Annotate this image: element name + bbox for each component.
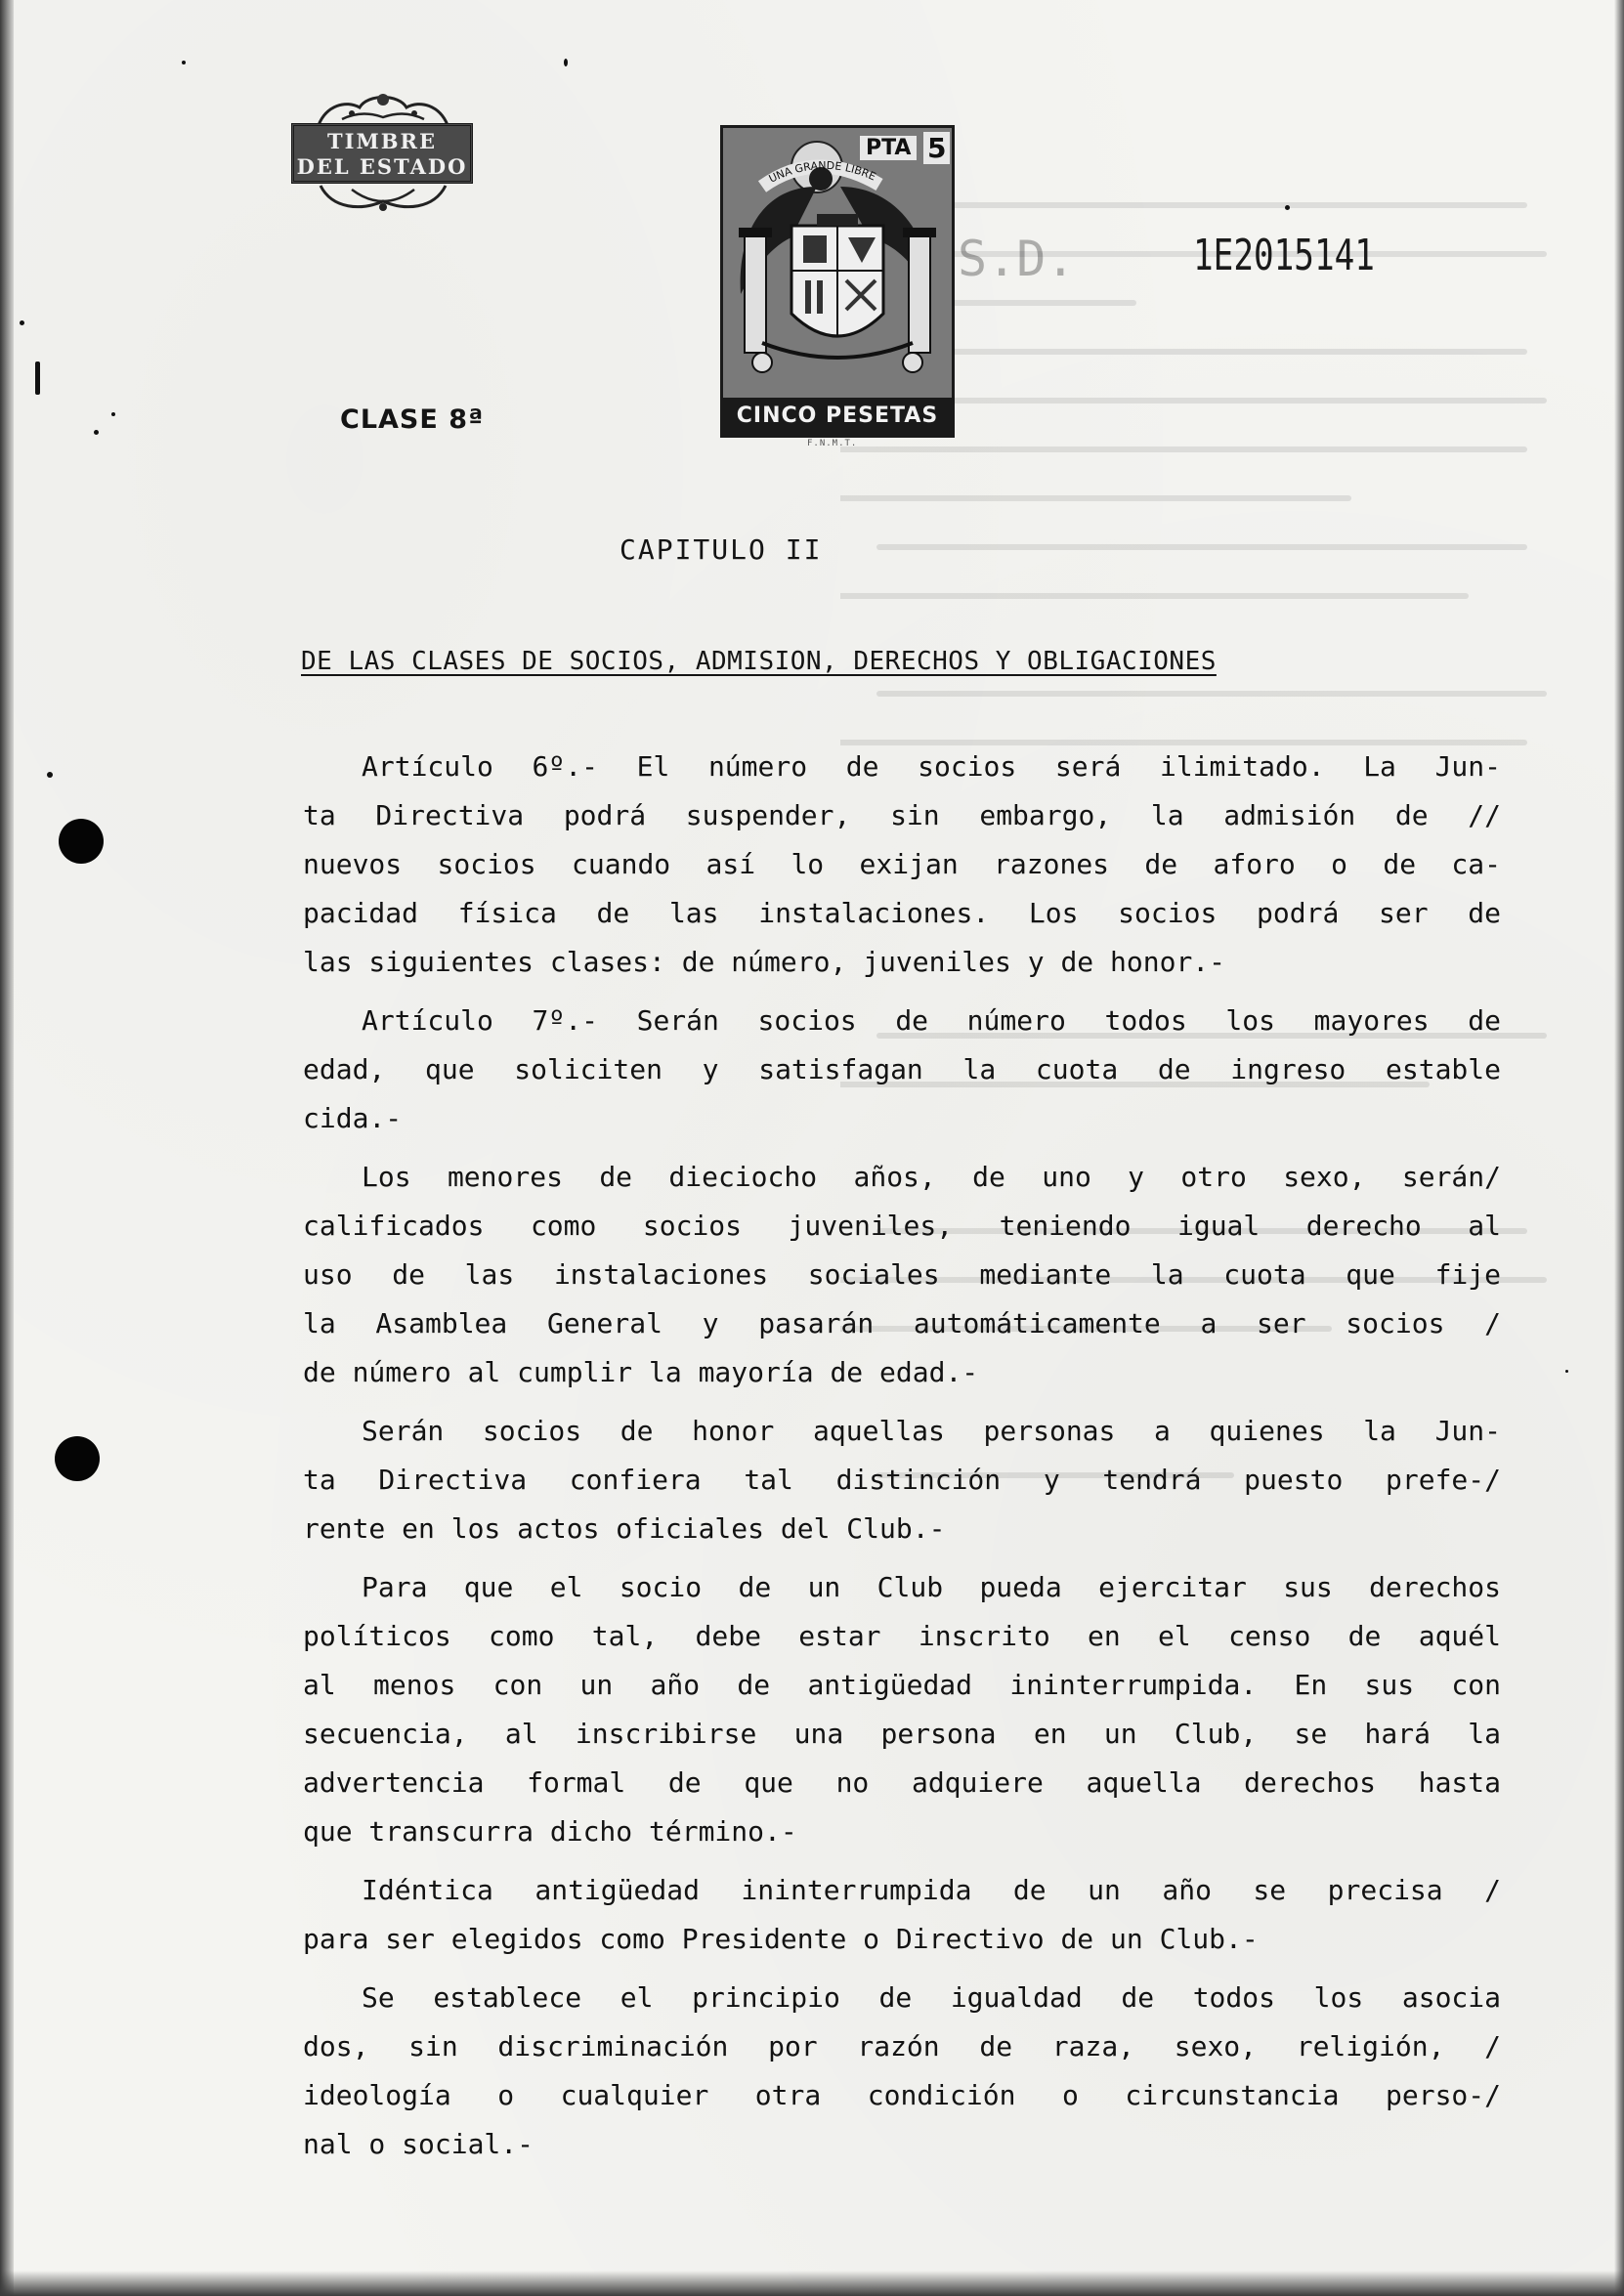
body-line: dos, sin discriminación por razón de raza, sexo, religión, / (303, 2030, 1501, 2062)
scan-speck (94, 430, 99, 435)
punch-hole (59, 819, 104, 864)
body-line: ta Directiva podrá suspender, sin embargo, la admisión de // (303, 799, 1501, 831)
body-line: cida.- (303, 1102, 403, 1134)
body-line: al menos con un año de antigüedad ininterrumpida. En sus con (303, 1669, 1501, 1701)
scan-edge-right (1614, 0, 1624, 2296)
stamp-printer-mark: F.N.M.T. (807, 439, 858, 448)
svg-text:UNA GRANDE LIBRE (767, 159, 878, 186)
body-line: para ser elegidos como Presidente o Directivo de un Club.- (303, 1923, 1259, 1955)
stamp-denomination: CINCO PESETAS (723, 398, 952, 435)
scan-speck (111, 412, 115, 416)
stamp-pta-value: 5 (923, 132, 950, 164)
scan-speck (182, 61, 186, 64)
scan-speck (35, 361, 40, 395)
body-line: uso de las instalaciones sociales mediante la cuota que fije (303, 1258, 1501, 1291)
chapter-title: CAPITULO II (620, 533, 823, 566)
body-line: rente en los actos oficiales del Club.- (303, 1512, 946, 1545)
body-line: ideología o cualquier otra condición o circunstancia perso-/ (303, 2079, 1501, 2111)
body-line: Serán socios de honor aquellas personas a quienes la Jun- (362, 1415, 1501, 1447)
body-line: Idéntica antigüedad ininterrumpida de un año se precisa / (362, 1874, 1501, 1906)
section-heading: DE LAS CLASES DE SOCIOS, ADMISION, DERECHOS Y OBLIGACIONES (301, 647, 1217, 676)
revenue-stamp (720, 125, 955, 438)
body-line: Artículo 7º.- Serán socios de número todos los mayores de (362, 1004, 1501, 1037)
body-line: Se establece el principio de igualdad de todos los asocia (362, 1981, 1501, 2014)
scan-speck (564, 59, 568, 66)
scan-speck (20, 320, 24, 325)
ornament-crown-icon (313, 90, 453, 127)
body-line: Los menores de dieciocho años, de uno y otro sexo, serán/ (362, 1161, 1501, 1193)
body-line: Para que el socio de un Club pueda ejercitar sus derechos (362, 1571, 1501, 1603)
stamp-pta-label: PTA (860, 136, 917, 160)
serial-series: S.D. (958, 231, 1076, 287)
serial-number: 1E2015141 (1193, 231, 1375, 280)
timbre-line2: DEL ESTADO (296, 154, 468, 179)
timbre-label (291, 123, 473, 184)
scan-speck (1285, 205, 1290, 210)
scan-edge-left (0, 0, 14, 2296)
stamp-motto-ribbon (756, 151, 893, 191)
body-line: calificados como socios juveniles, teniendo igual derecho al (303, 1210, 1501, 1242)
ornament-scroll-icon (313, 184, 453, 215)
body-line: secuencia, al inscribirse una persona en un Club, se hará la (303, 1718, 1501, 1750)
scan-edge-bottom (0, 2271, 1624, 2296)
body-line: políticos como tal, debe estar inscrito en el censo de aquél (303, 1620, 1501, 1652)
body-line: nuevos socios cuando así lo exijan razones de aforo o de ca- (303, 848, 1501, 880)
body-line: pacidad física de las instalaciones. Los socios podrá ser de (303, 897, 1501, 929)
body-line: advertencia formal de que no adquiere aquella derechos hasta (303, 1766, 1501, 1799)
body-line: Artículo 6º.- El número de socios será ilimitado. La Jun- (362, 750, 1501, 783)
timbre-del-estado-emblem (287, 90, 479, 217)
scan-speck (1565, 1370, 1568, 1373)
body-line: nal o social.- (303, 2128, 534, 2160)
body-line: edad, que soliciten y satisfagan la cuota de ingreso estable (303, 1053, 1501, 1085)
stamp-motto: UNA GRANDE LIBRE (766, 158, 878, 186)
body-line: las siguientes clases: de número, juveniles y de honor.- (303, 946, 1226, 978)
scan-speck (47, 772, 53, 778)
timbre-line1: TIMBRE (327, 129, 437, 153)
body-line: la Asamblea General y pasarán automáticamente a ser socios / (303, 1307, 1501, 1339)
punch-hole (55, 1436, 100, 1481)
clase-label: CLASE 8ª (340, 404, 485, 435)
body-line: ta Directiva confiera tal distinción y tendrá puesto prefe-/ (303, 1464, 1501, 1496)
body-line: de número al cumplir la mayoría de edad.- (303, 1356, 979, 1388)
body-line: que transcurra dicho término.- (303, 1815, 797, 1848)
